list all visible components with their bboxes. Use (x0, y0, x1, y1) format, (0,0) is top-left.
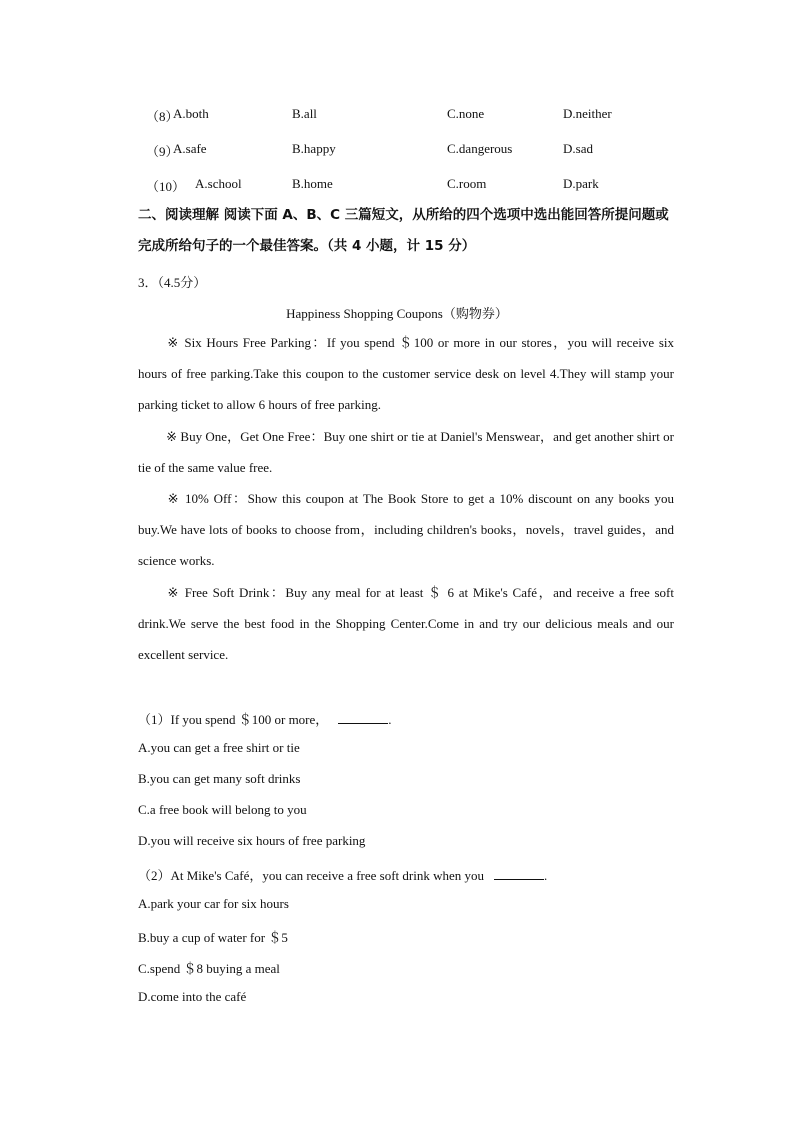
coupon-paragraph-buy-one: ※ Buy One，Get One Free：Buy one shirt or tie at Daniel's Menswear，and get another shirt or tie of the same value free. (138, 429, 674, 475)
coupon-paragraph-discount: ※ 10% Off：Show this coupon at The Book Store to get a 10% discount on any books you buy.We have lots of books to choose from，including children's books，novels，travel guides，and science works. (138, 491, 674, 568)
option-b: B.home (292, 176, 333, 191)
passage-title: Happiness Shopping Coupons（购物券） (286, 306, 508, 321)
option-number: （9） (146, 144, 179, 159)
question-1-option-d: D.you will receive six hours of free parking (138, 833, 366, 848)
option-row-9 (0, 141, 794, 161)
section-heading-line-1: 二、阅读理解 阅读下面 A、B、C 三篇短文，从所给的四个选项中选出能回答所提问题或 (138, 207, 669, 223)
question-2-stem: （2）At Mike's Café，you can receive a free soft drink when you . (138, 868, 548, 883)
option-number: （10） (146, 179, 186, 194)
section-heading-line-2: 完成所给句子的一个最佳答案。（共 4 小题，计 15 分） (138, 238, 476, 254)
option-a: A.both (173, 106, 209, 121)
option-d: D.neither (563, 106, 612, 121)
question-2-option-a: A.park your car for six hours (138, 896, 289, 911)
coupon-paragraph-soft-drink: ※ Free Soft Drink：Buy any meal for at least ＄ 6 at Mike's Café，and receive a free soft drink.We serve the best food in the Shopping Center.Come in and try our delicious meals and our excellent service. (138, 585, 674, 662)
option-c: C.none (447, 106, 485, 121)
option-c: C.dangerous (447, 141, 513, 156)
question-number: 3．（4.5分） (138, 275, 207, 290)
section-heading (138, 200, 678, 262)
option-a: A.safe (173, 141, 207, 156)
question-2-option-d: D.come into the café (138, 989, 247, 1004)
question-1-option-c: C.a free book will belong to you (138, 802, 307, 817)
option-b: B.all (292, 106, 317, 121)
question-1-option-b: B.you can get many soft drinks (138, 771, 301, 786)
question-1-option-a: A.you can get a free shirt or tie (138, 740, 300, 755)
answer-blank (338, 712, 388, 724)
option-b: B.happy (292, 141, 336, 156)
option-d: D.sad (563, 141, 593, 156)
answer-blank (494, 868, 544, 880)
option-a: A.school (195, 176, 242, 191)
option-c: C.room (447, 176, 487, 191)
option-row-8 (0, 106, 794, 126)
option-number: （8） (146, 109, 179, 124)
question-2-option-c: C.spend ＄8 buying a meal (138, 961, 280, 976)
question-2-option-b: B.buy a cup of water for ＄5 (138, 930, 288, 945)
option-d: D.park (563, 176, 599, 191)
question-1-stem: （1）If you spend ＄100 or more， . (138, 712, 392, 727)
option-row-10 (0, 176, 794, 196)
coupon-paragraph-parking: ※ Six Hours Free Parking：If you spend ＄100 or more in our stores，you will receive six hours of free parking.Take this coupon to the customer service desk on level 4.They will stamp your parking ticket to allow 6 hours of free parking. (138, 335, 674, 412)
